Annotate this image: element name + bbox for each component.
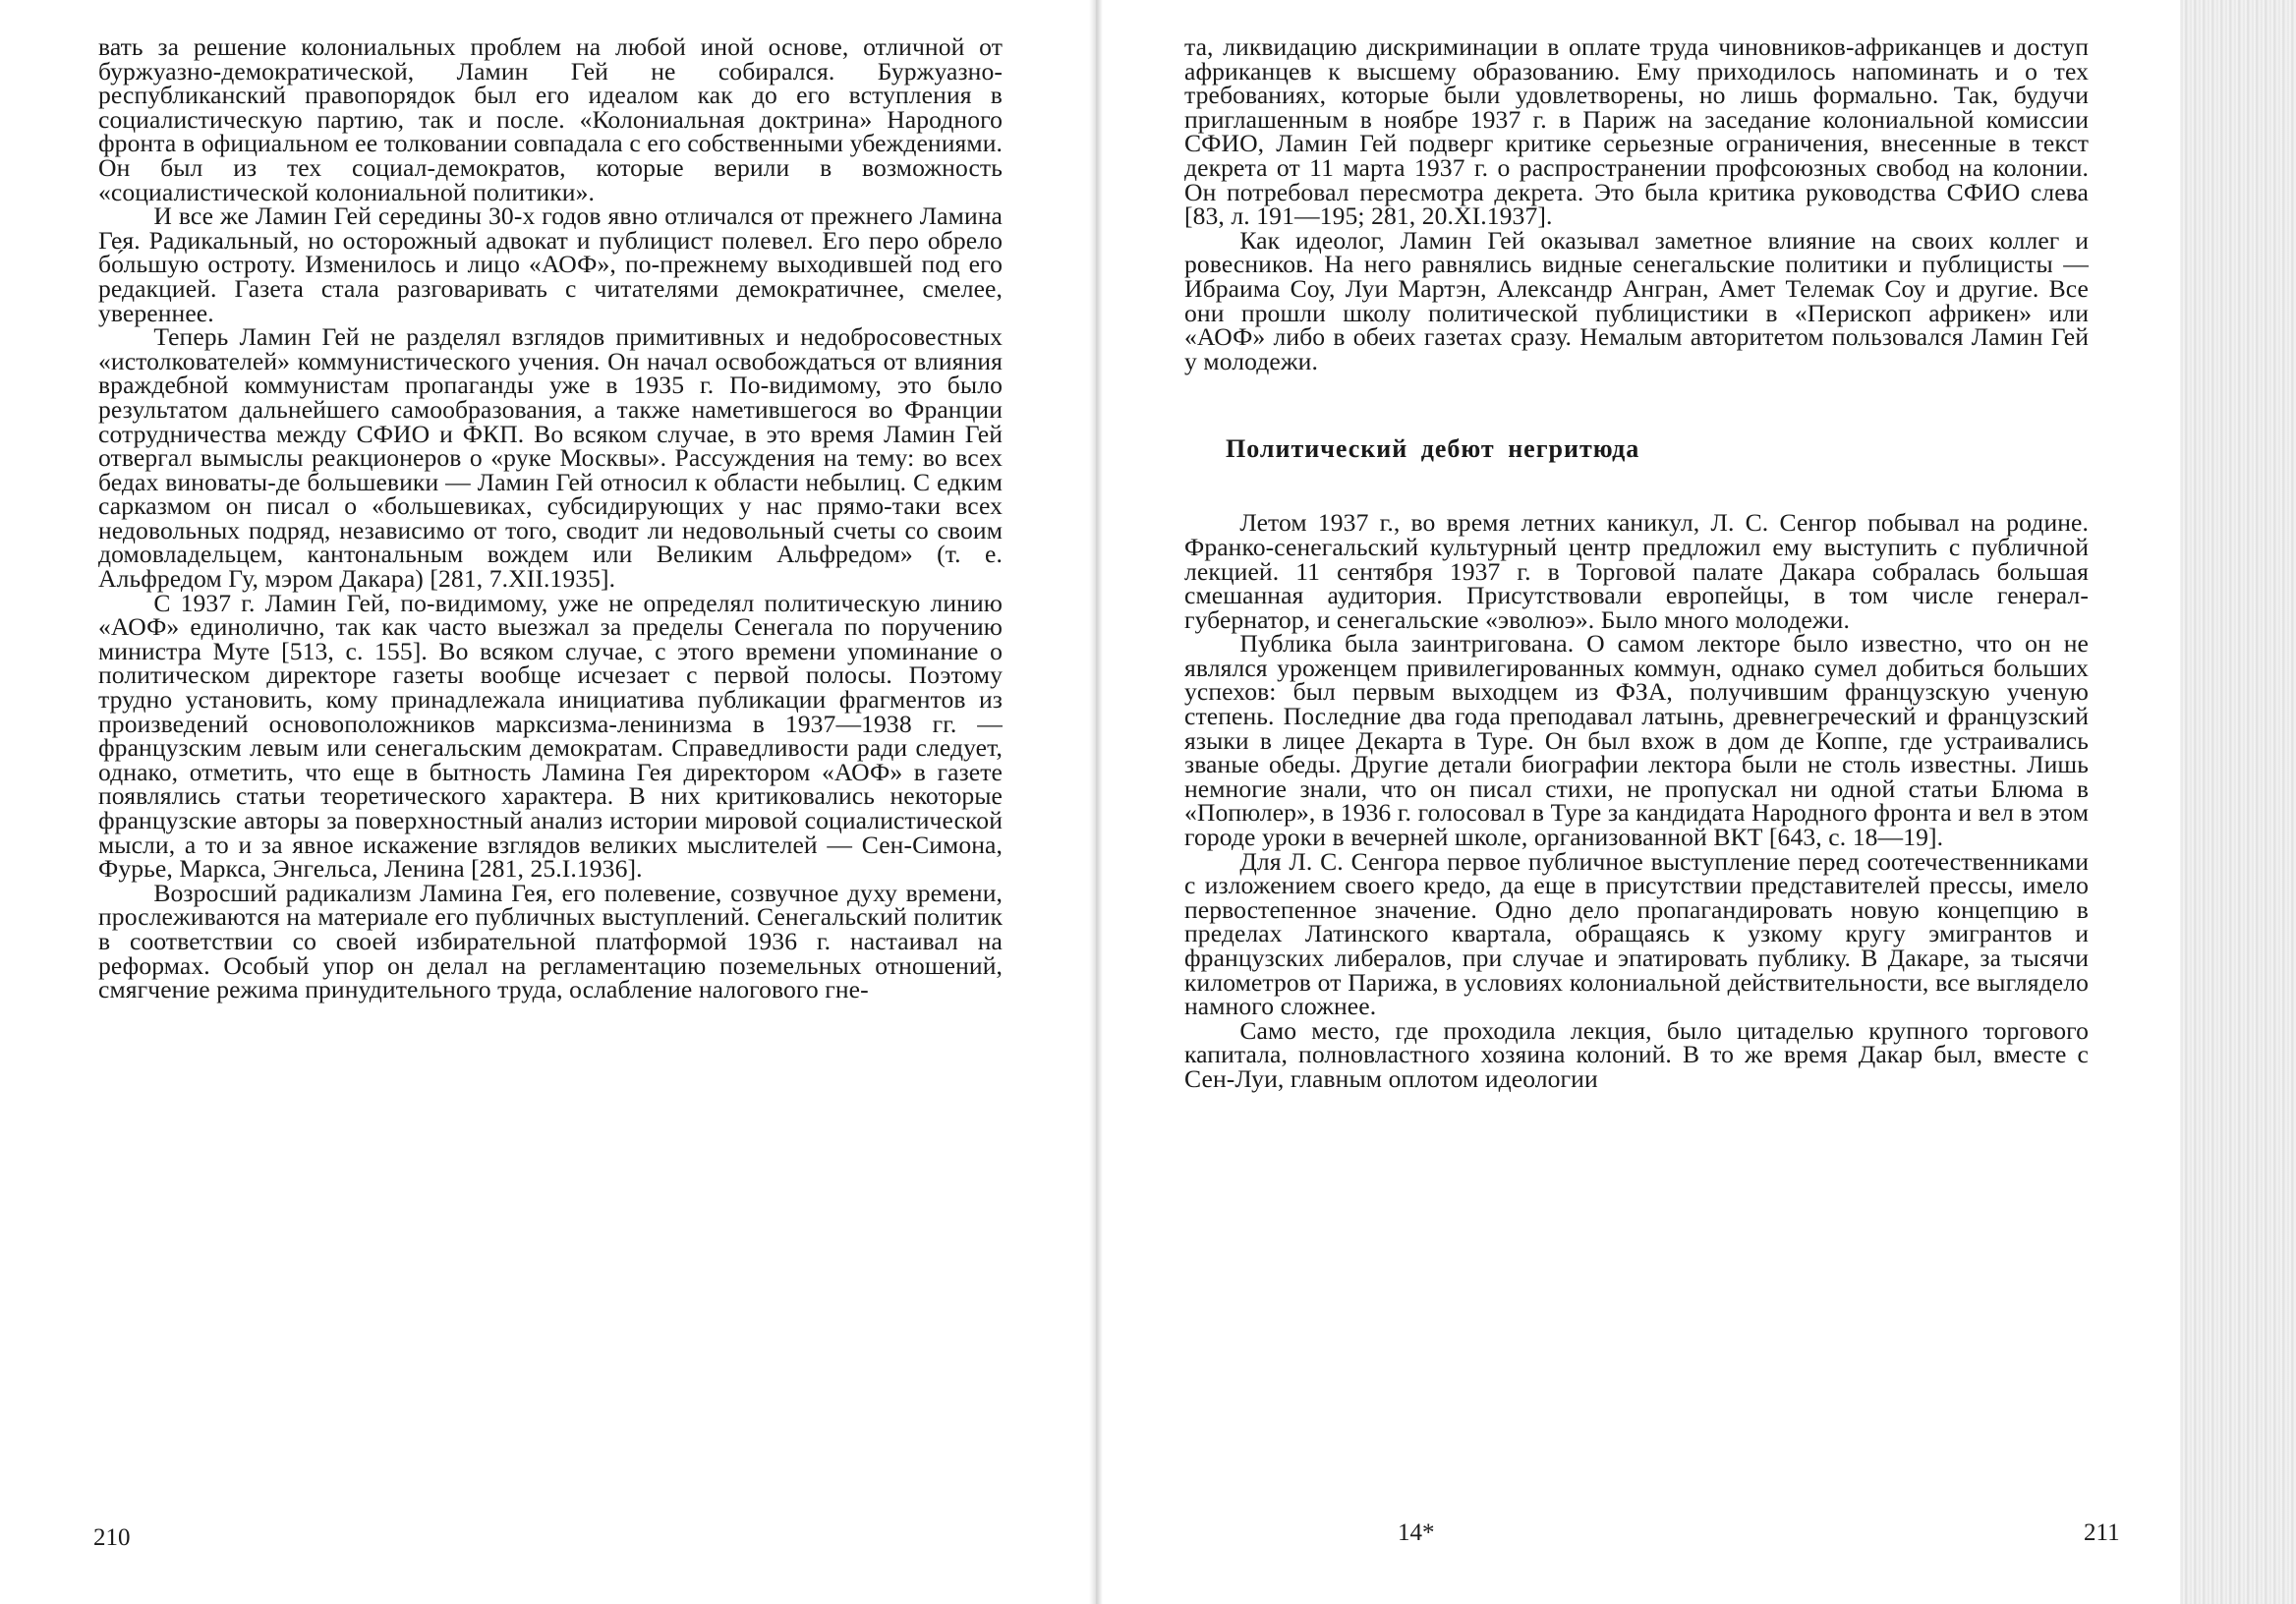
page-number-right: 211 — [2084, 1519, 2120, 1546]
paragraph: вать за решение колониальных проблем на любой иной основе, отличной от буржуазно-демократической, Ламин Гей не собирался. Буржуазно-республиканский правопорядок был его идеалом как до его вступления в социалистическую партию, так и после. «Колониальная доктрина» Народного фронта в официальном ее толковании совпадала с его собственными убеждениями. Он был из тех социал-демократов, которые верили в возможность «социалистической колониальной политики». — [98, 32, 1003, 206]
paragraph: Летом 1937 г., во время летних каникул, Л. С. Сенгор побывал на родине. Франко-сенегальский культурный центр предложил ему выступить с публичной лекцией. 11 сентября 1937 г. в Торговой палате Дакара собралась большая смешанная аудитория. Присутствовали европейцы, в том числе генерал-губернатор, и сенегальские «эволюэ». Было много молодежи. — [1184, 508, 2089, 634]
paragraph: Как идеолог, Ламин Гей оказывал заметное влияние на своих коллег и ровесников. На него равнялись видные сенегальские политики и публицисты — Ибраима Соу, Луи Мартэн, Александр Ангран, Амет Телемак Соу и другие. Все они прошли школу политической публицистики в «Перископ африкен» или «АОФ» либо в обеих газетах сразу. Немалым авторитетом пользовался Ламин Гей у молодежи. — [1184, 225, 2089, 375]
paragraph: С 1937 г. Ламин Гей, по-видимому, уже не определял политическую линию «АОФ» единолично, так как часто выезжал за пределы Сенегала по поручению министра Муте [513, с. 155]. Во всяком случае, с этого времени упоминание о политическом директоре газеты вообще исчезает с первой полосы. Поэтому трудно установить, кому принадлежала инициатива публикации фрагментов из произведений основоположников марксизма-ленинизма в 1937—1938 гг. — французским левым или сенегальским демократам. Справедливости ради следует, однако, отметить, что еще в бытность Ламина Гея директором «АОФ» в газете появлялись статьи теоретического характера. В них критиковались некоторые французские авторы за поверхностный анализ истории мировой социалистической мысли, а то и за явное искажение взглядов великих мыслителей — Сен-Симона, Фурье, Маркса, Энгельса, Ленина [281, 25.I.1936]. — [98, 588, 1003, 884]
paragraph: Для Л. С. Сенгора первое публичное выступление перед соотечественниками с изложением своего кредо, да еще в присутствии представителей прессы, имело первостепенное значение. Одно дело пропагандировать новую концепцию в пределах Латинского квартала, обращаясь к узкому кругу эмигрантов и французских либералов, при случае и эпатировать публику. В Дакаре, за тысячи километров от Парижа, в условиях колониальной действительности, все выглядело намного сложнее. — [1184, 846, 2089, 1021]
paragraph: Само место, где проходила лекция, было цитаделью крупного торгового капитала, полновластного хозяина колоний. В то же время Дакар был, вместе с Сен-Луи, главным оплотом идеологии — [1184, 1015, 2089, 1093]
left-page — [98, 32, 1003, 1004]
right-page — [1184, 32, 2089, 1093]
section-heading: Политический дебют негритюда — [1226, 434, 1640, 464]
signature-mark: 14* — [1398, 1519, 1435, 1546]
page-number-left: 210 — [93, 1524, 131, 1551]
paragraph: та, ликвидацию дискриминации в оплате труда чиновников-африканцев и доступ африканцев к высшему образованию. Ему приходилось напоминать и о тех требованиях, которые были удовлетворены, но лишь формально. Так, будучи приглашенным в ноябре 1937 г. в Париж на заседание колониальной комиссии СФИО, Ламин Гей подверг критике серьезные ограничения, внесенные в текст декрета от 11 марта 1937 г. о распространении профсоюзных свобод на колонии. Он потребовал пересмотра декрета. Это была критика руководства СФИО слева [83, л. 191—195; 281, 20.XI.1937]. — [1184, 32, 2089, 231]
paragraph: Теперь Ламин Гей не разделял взглядов примитивных и недобросовестных «истолкователей» коммунистического учения. Он начал освобождаться от влияния враждебной коммунистам пропаганды уже в 1935 г. По-видимому, это было результатом дальнейшего самообразования, а также наметившегося во Франции сотрудничества между СФИО и ФКП. Во всяком случае, в это время Ламин Гей отвергал вымыслы реакционеров о «руке Москвы». Рассуждения на тему: во всех бедах виноваты-де большевики — Ламин Гей относил к области небылиц. С едким сарказмом он писал о «большевиках, субсидирующих у нас прямо-таки всех недовольных подряд, независимо от того, сводит ли недовольный счеты со своим домовладельцем, кантональным вождем или Великим Альфредом» (т. е. Альфредом Гу, мэром Дакара) [281, 7.XII.1935]. — [98, 322, 1003, 594]
paragraph: И все же Ламин Гей середины 30-х годов явно отличался от прежнего Ламина Гея. Радикальный, но осторожный адвокат и публицист полевел. Его перо обрело бо́льшую остроту. Изменилось и лицо «АОФ», по-прежнему выходившей под его редакцией. Газета стала разговаривать с читателями демократичнее, смелее, увереннее. — [98, 201, 1003, 327]
paragraph: Публика была заинтригована. О самом лекторе было известно, что он не являлся уроженцем привилегированных коммун, однако сумел добиться больших успехов: был первым выходцем из ФЗА, получившим французскую ученую степень. Последние два года преподавал латынь, древнегреческий и французский языки в лицее Декарта в Туре. Он был вхож в дом де Коппе, где устраивались званые обеды. Другие детали биографии лектора были не столь известны. Лишь немногие знали, что он писал стихи, не пропускал ни одной статьи Блюма в «Попюлер», в 1936 г. голосовал в Туре за кандидата Народного фронта и вел в этом городе уроки в вечерней школе, организованной ВКТ [643, с. 18—19]. — [1184, 629, 2089, 852]
paragraph: Возросший радикализм Ламина Гея, его полевение, созвучное духу времени, прослеживаются на материале его публичных выступлений. Сенегальский политик в соответствии со своей избирательной платформой 1936 г. настаивал на реформах. Особый упор он делал на регламентацию поземельных отношений, смягчение режима принудительного труда, ослабление налогового гне- — [98, 878, 1003, 1004]
book-gutter — [1089, 0, 1103, 1604]
page-edge-stripes — [2180, 0, 2296, 1604]
